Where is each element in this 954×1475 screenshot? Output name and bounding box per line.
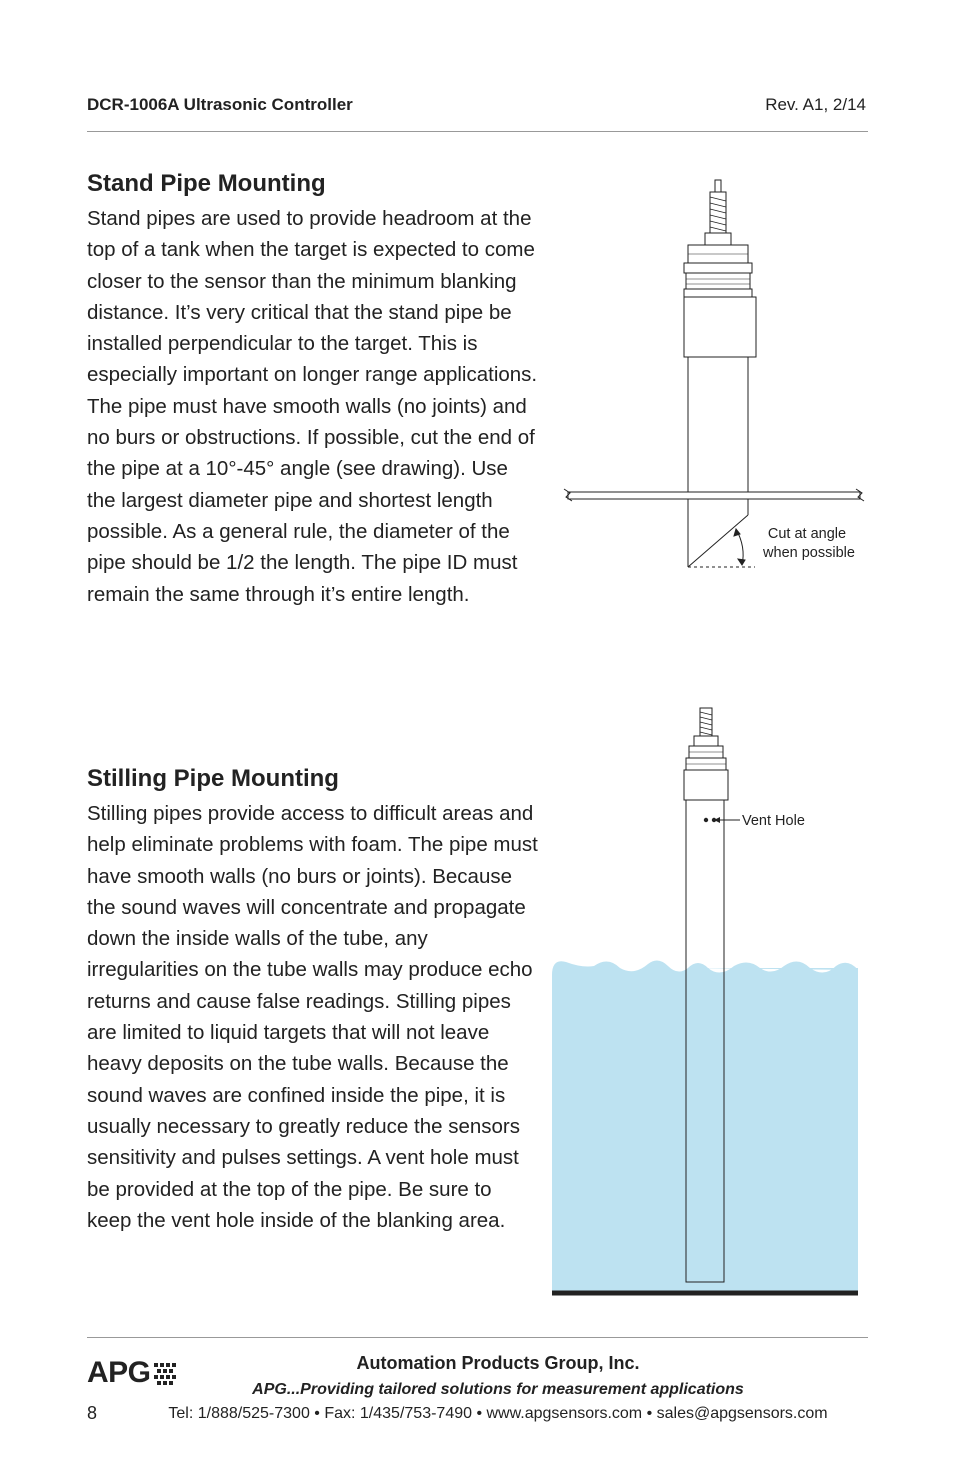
company-tagline: APG...Providing tailored solutions for measurement applications bbox=[252, 1381, 744, 1398]
tank-top-line bbox=[564, 489, 864, 501]
ultrasonic-sensor-icon bbox=[684, 180, 756, 357]
revision-label: Rev. A1, 2/14 bbox=[765, 95, 866, 114]
liquid-surface bbox=[552, 960, 858, 1293]
cut-angle-label-line2: when possible bbox=[763, 545, 855, 561]
stilling-pipe-title: Stilling Pipe Mounting bbox=[87, 765, 339, 792]
contact-info: Tel: 1/888/525-7300 • Fax: 1/435/753-7490 • www.apgsensors.com • sales@apgsensors.com bbox=[168, 1405, 828, 1422]
header-divider bbox=[87, 131, 868, 132]
footer-divider bbox=[87, 1337, 868, 1338]
company-name: Automation Products Group, Inc. bbox=[356, 1353, 640, 1373]
vent-hole-marker bbox=[704, 817, 740, 823]
stand-pipe-diagram bbox=[560, 175, 870, 575]
ultrasonic-sensor-icon bbox=[684, 708, 728, 800]
stand-pipe-body: Stand pipes are used to provide headroom at the top of a tank when the target is expected to come closer to the sensor than the minimum blanking distance. It’s very critical that the stand pipe be installed perpendicular to the target. This is especially important on longer range applications. The pipe must have smooth walls (no joints) and no burs or obstructions. If possible, cut the end of the pipe at a 10°-45° angle (see drawing). Use the largest diameter pipe and shortest length possible. As a general rule, the diameter of the pipe should be 1/2 the length. The pipe ID must remain the same through it’s entire length. bbox=[87, 207, 538, 606]
document-title: DCR-1006A Ultrasonic Controller bbox=[87, 95, 353, 114]
stand-pipe-title: Stand Pipe Mounting bbox=[87, 170, 326, 197]
logo-text: APG bbox=[87, 1356, 151, 1389]
vent-hole-label: Vent Hole bbox=[742, 813, 805, 829]
cut-angle-label-line1: Cut at angle bbox=[767, 526, 847, 542]
angle-indicator bbox=[688, 529, 755, 567]
stilling-pipe-diagram bbox=[548, 700, 868, 1300]
stilling-pipe-body: Stilling pipes provide access to difficult areas and help eliminate problems with foam. The pipe must have smooth walls (no burs or joints). Because the sound waves will concentrate and propagate down the inside walls of the tube, any irregularities on the tube walls may produce echo returns and cause false readings. Stilling pipes are limited to liquid targets that will not leave heavy deposits on the tube walls. Because the sound waves are confined inside the pipe, it is usually necessary to greatly reduce the sensors sensitivity and pulses settings. A vent hole must be provided at the top of the pipe. Be sure to keep the vent hole inside of the blanking area. bbox=[87, 802, 538, 1232]
page-number: 8 bbox=[87, 1403, 98, 1423]
